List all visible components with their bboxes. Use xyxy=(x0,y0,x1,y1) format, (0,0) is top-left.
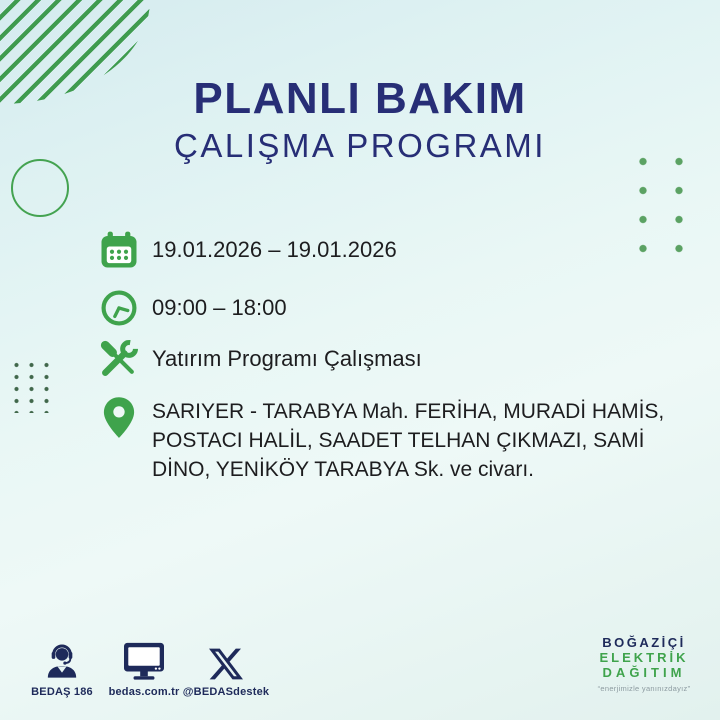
contact-website xyxy=(104,641,184,698)
dot-grid-decoration-left xyxy=(7,357,59,413)
contact-x-account xyxy=(182,641,270,698)
headset-agent-icon xyxy=(42,641,82,681)
work-type-row xyxy=(96,338,422,380)
monitor-icon xyxy=(121,641,167,681)
circle-outline-decoration xyxy=(11,159,69,217)
tools-icon xyxy=(97,337,141,381)
location-row xyxy=(96,395,707,484)
logo-line-bogazici: BOĞAZİÇİ xyxy=(602,635,686,650)
contact-x-account-label: @BEDASdestek xyxy=(182,686,270,698)
footer-contacts xyxy=(22,641,268,698)
work-type: Yatırım Programı Çalışması xyxy=(152,346,422,371)
date-range: 19.01.2026 – 19.01.2026 xyxy=(152,237,397,262)
clock-icon xyxy=(99,288,139,328)
logo-line-elektrik: ELEKTRİK xyxy=(599,650,689,665)
location-text: SARIYER - TARABYA Mah. FERİHA, MURADİ HAMİS, POSTACI HALİL, SAADET TELHAN ÇIKMAZI, SAMİ DİNO, YENİKÖY TARABYA Sk. ve civarı. xyxy=(152,400,665,481)
contact-call-center-label: BEDAŞ 186 xyxy=(31,686,93,698)
title-line-1: PLANLI BAKIM xyxy=(193,74,527,123)
logo-line-dagitim: DAĞITIM xyxy=(602,665,686,680)
time-range: 09:00 – 18:00 xyxy=(152,295,287,320)
x-twitter-icon xyxy=(209,647,243,681)
calendar-icon xyxy=(98,229,140,271)
map-pin-icon xyxy=(102,395,136,441)
contact-website-label: bedas.com.tr xyxy=(108,686,180,698)
date-row xyxy=(96,227,397,273)
title-line-2: ÇALIŞMA PROGRAMI xyxy=(174,127,546,164)
page-title xyxy=(0,74,720,166)
company-logo xyxy=(584,635,704,693)
time-row xyxy=(96,287,287,329)
contact-call-center xyxy=(22,641,102,698)
logo-tagline: “enerjimizle yanınızdayız” xyxy=(597,684,691,693)
